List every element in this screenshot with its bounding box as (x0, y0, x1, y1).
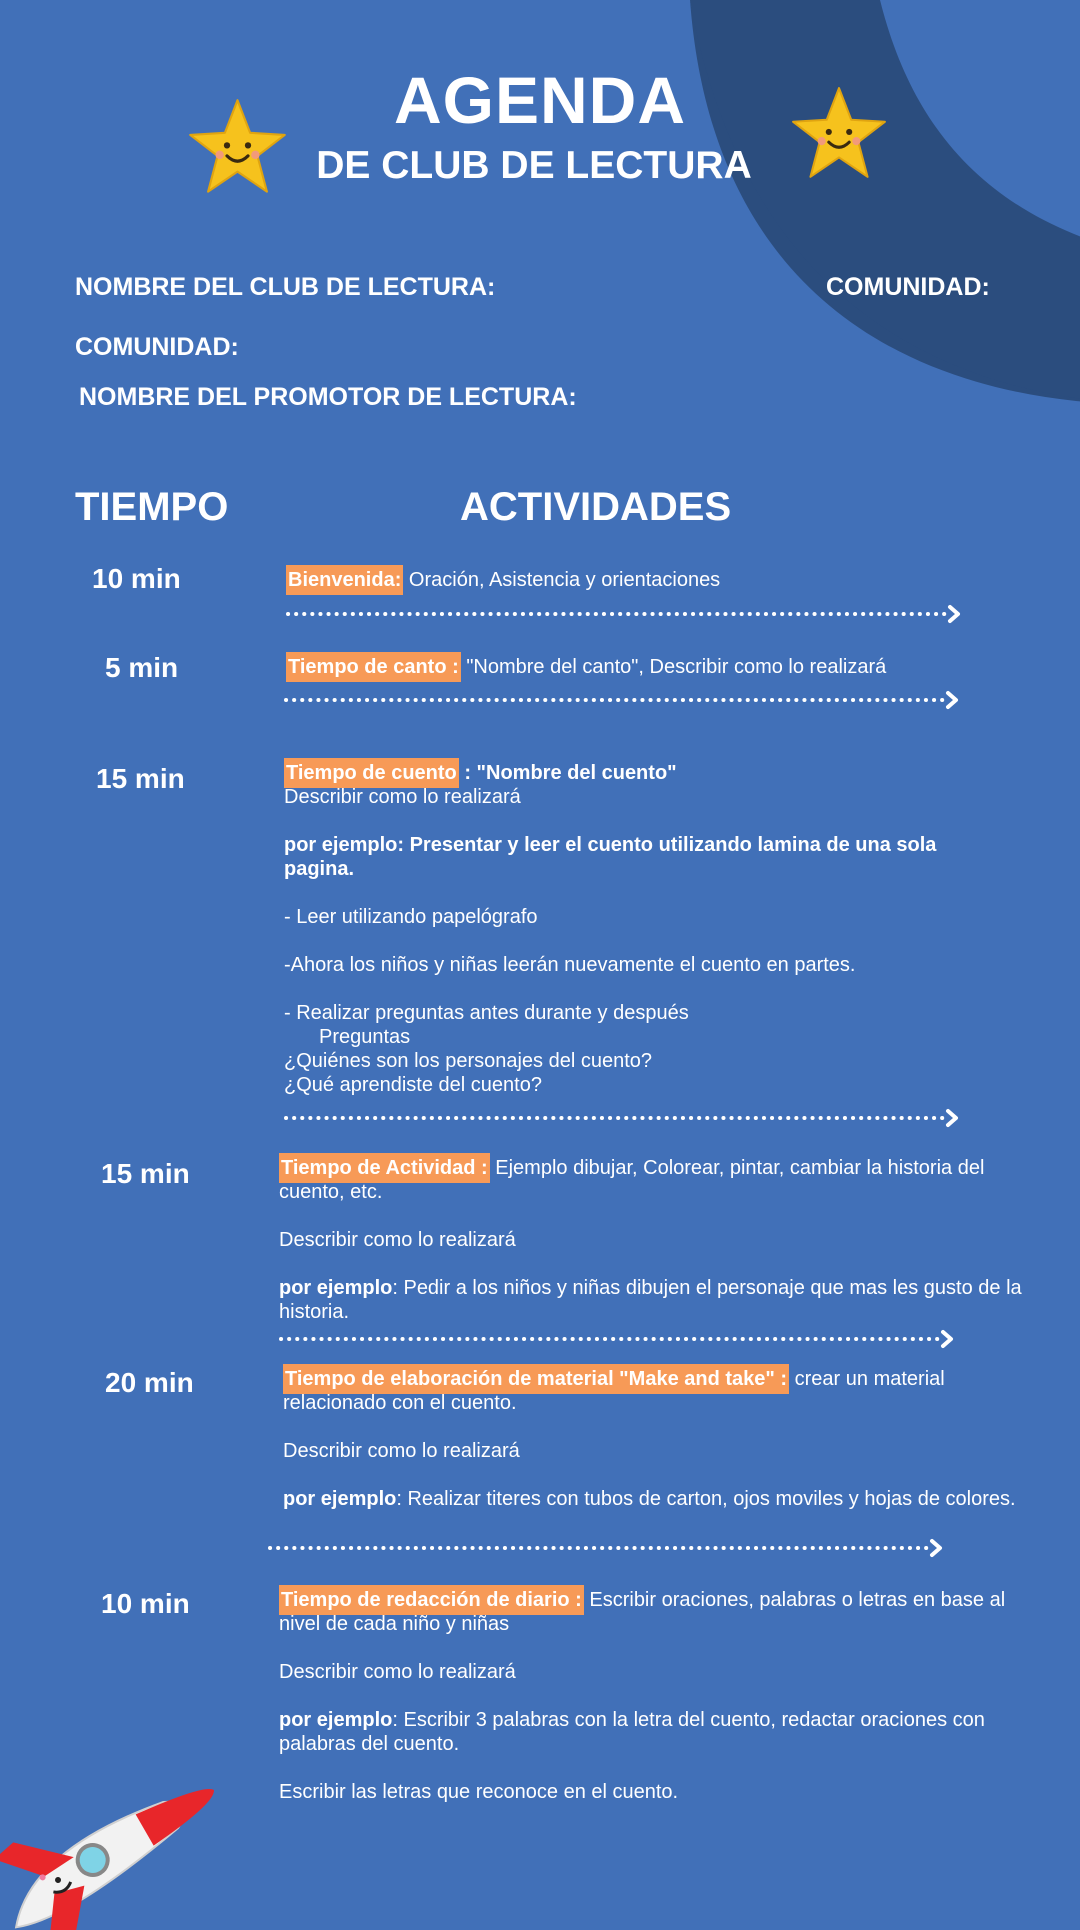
time-column-header: TIEMPO (75, 485, 229, 529)
example-label: por ejemplo (279, 1277, 393, 1299)
example-text: : Realizar titeres con tubos de carton, ojos moviles y hojas de colores. (396, 1488, 1016, 1510)
activity-describe: Describir como lo realizará (284, 786, 521, 808)
activity-text: Oración, Asistencia y orientaciones (403, 569, 721, 591)
activity-label: Tiempo de cuento (284, 758, 459, 788)
rocket-illustration (0, 1740, 240, 1930)
activity-line: -Ahora los niños y niñas leerán nuevamente el cuento en partes. (284, 954, 856, 976)
example-text: : Pedir a los niños y niñas dibujen el personaje que mas les gusto de la historia. (279, 1277, 1022, 1323)
activity-time: 20 min (105, 1367, 194, 1398)
example-text: : Presentar y leer el cuento utilizando lamina de una sola pagina. (284, 834, 937, 880)
example-label: por ejemplo (283, 1488, 397, 1510)
activity-item (286, 568, 1046, 592)
activity-label: Bienvenida: (286, 565, 403, 595)
community-label-right: COMUNIDAD: (826, 273, 990, 301)
dotted-arrow-icon (279, 1327, 963, 1351)
example-text: : Escribir 3 palabras con la letra del cuento, redactar oraciones con palabras del cuento. (279, 1709, 985, 1755)
activity-text: Ejemplo dibujar, Colorear, pintar, cambiar la historia del cuento, etc. (279, 1157, 985, 1203)
example-label: por ejemplo (284, 834, 398, 856)
activity-item (279, 1588, 1049, 1804)
dotted-arrow-icon (284, 1106, 968, 1130)
activity-time: 10 min (92, 563, 181, 594)
activity-label: Tiempo de elaboración de material "Make and take" : (283, 1364, 789, 1394)
page-subtitle: DE CLUB DE LECTURA (316, 144, 752, 187)
activity-text: Escribir oraciones, palabras o letras en base al nivel de cada niño y niñas (279, 1589, 1006, 1635)
activity-line: - Leer utilizando papelógrafo (284, 906, 538, 928)
activity-time: 15 min (96, 763, 185, 794)
activity-label: Tiempo de canto : (286, 652, 461, 682)
dotted-arrow-icon (284, 688, 968, 712)
activity-label: Tiempo de Actividad : (279, 1153, 490, 1183)
activity-line: - Realizar preguntas antes durante y después (284, 1002, 689, 1024)
community-label: COMUNIDAD: (75, 333, 239, 361)
activity-line: Escribir las letras que reconoce en el cuento. (279, 1781, 679, 1803)
dotted-arrow-icon (286, 602, 970, 626)
activity-time: 5 min (105, 652, 179, 683)
club-name-label: NOMBRE DEL CLUB DE LECTURA: (75, 273, 496, 301)
activity-line: Preguntas (319, 1026, 411, 1048)
example-label: por ejemplo (279, 1709, 393, 1731)
activities-column-header: ACTIVIDADES (460, 485, 732, 529)
activity-time: 10 min (101, 1588, 190, 1619)
activity-text: crear un material relacionado con el cuento. (283, 1368, 945, 1414)
activity-describe: Describir como lo realizará (279, 1229, 516, 1251)
activity-describe: Describir como lo realizará (283, 1440, 520, 1462)
activity-text: "Nombre del canto", Describir como lo realizará (460, 656, 887, 678)
activity-describe: Describir como lo realizará (279, 1661, 516, 1683)
activity-item (283, 1367, 1043, 1511)
activity-item (286, 655, 1046, 679)
activity-line: ¿Qué aprendiste del cuento? (284, 1074, 542, 1096)
activity-item (284, 761, 1004, 1097)
dotted-arrow-icon (268, 1536, 952, 1560)
promoter-label: NOMBRE DEL PROMOTOR DE LECTURA: (79, 383, 577, 411)
activity-label: Tiempo de redacción de diario : (279, 1585, 584, 1615)
activity-text: : "Nombre del cuento" (458, 762, 677, 784)
activity-line: ¿Quiénes son los personajes del cuento? (284, 1050, 653, 1072)
page-title: AGENDA (393, 63, 686, 137)
activity-time: 15 min (101, 1158, 190, 1189)
activity-item (279, 1156, 1049, 1324)
